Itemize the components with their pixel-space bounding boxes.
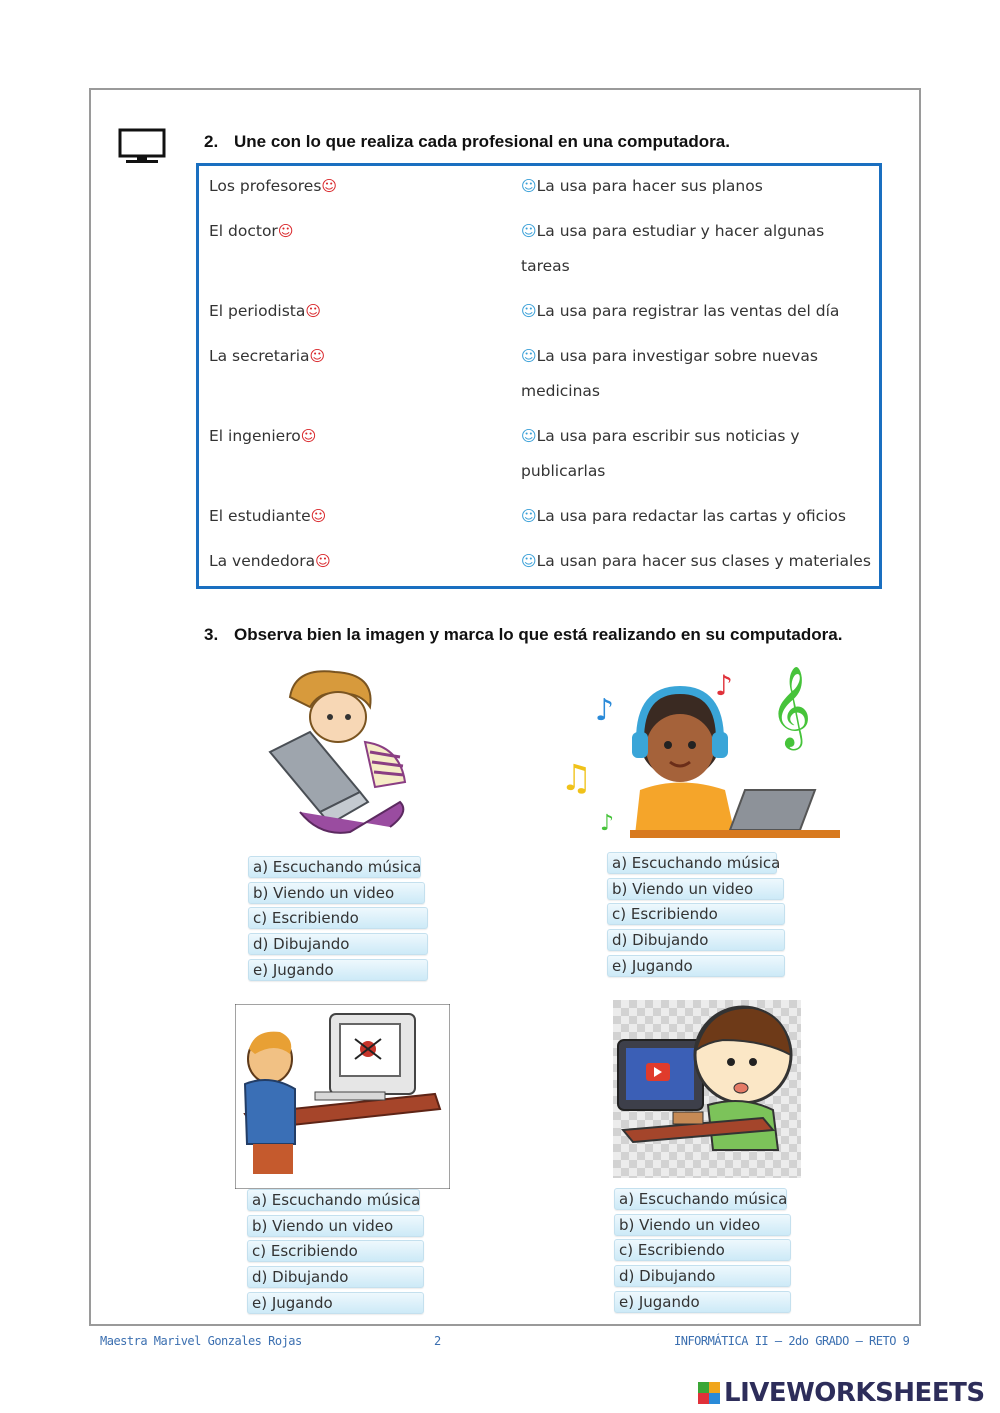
- options-list-image-2: [607, 852, 787, 980]
- smile-icon[interactable]: ☺: [310, 507, 327, 525]
- match-left-item[interactable]: Los profesores☺: [209, 177, 338, 195]
- option-a[interactable]: a) Escuchando música: [607, 852, 777, 874]
- smile-icon[interactable]: ☺: [300, 427, 317, 445]
- option-a[interactable]: a) Escuchando música: [248, 856, 421, 878]
- question-text: Observa bien la imagen y marca lo que está realizando en su computadora.: [234, 625, 843, 644]
- question-3-title: [204, 625, 842, 645]
- option-d[interactable]: d) Dibujando: [248, 933, 428, 955]
- match-right-item[interactable]: ☺La usa para investigar sobre nuevas medicinas: [521, 347, 818, 400]
- smile-icon[interactable]: ☺: [309, 347, 326, 365]
- match-left-item[interactable]: El doctor☺: [209, 222, 294, 240]
- option-c[interactable]: c) Escribiendo: [248, 907, 428, 929]
- smile-icon[interactable]: ☺: [521, 427, 537, 445]
- match-left-item[interactable]: El ingeniero☺: [209, 427, 317, 445]
- match-left-item[interactable]: La secretaria☺: [209, 347, 326, 365]
- options-list-image-1: [248, 856, 428, 984]
- option-c[interactable]: c) Escribiendo: [247, 1240, 424, 1262]
- smile-icon[interactable]: ☺: [321, 177, 338, 195]
- boy-listening-music-illustration: [560, 660, 845, 845]
- smile-icon[interactable]: ☺: [521, 177, 537, 195]
- match-left-item[interactable]: El estudiante☺: [209, 507, 327, 525]
- smile-icon[interactable]: ☺: [305, 302, 322, 320]
- option-b[interactable]: b) Viendo un video: [607, 878, 784, 900]
- option-a[interactable]: a) Escuchando música: [247, 1189, 420, 1211]
- option-e[interactable]: e) Jugando: [247, 1292, 424, 1314]
- smile-icon[interactable]: ☺: [521, 347, 537, 365]
- footer-course: INFORMÁTICA II – 2do GRADO – RETO 9: [674, 1334, 910, 1348]
- matching-box: [196, 163, 882, 589]
- liveworksheets-logo[interactable]: [698, 1376, 985, 1410]
- smile-icon[interactable]: ☺: [521, 222, 537, 240]
- options-list-image-4: [614, 1188, 794, 1316]
- svg-text:♪: ♪: [715, 669, 733, 702]
- option-b[interactable]: b) Viendo un video: [248, 882, 425, 904]
- svg-text:♪: ♪: [595, 693, 615, 728]
- match-right-item[interactable]: ☺La usa para escribir sus noticias y publicarlas: [521, 427, 800, 480]
- option-d[interactable]: d) Dibujando: [247, 1266, 424, 1288]
- smile-icon[interactable]: ☺: [277, 222, 294, 240]
- option-e[interactable]: e) Jugando: [248, 959, 428, 981]
- smile-icon[interactable]: ☺: [315, 552, 331, 570]
- option-b[interactable]: b) Viendo un video: [247, 1215, 424, 1237]
- smile-icon[interactable]: ☺: [521, 302, 537, 320]
- footer-teacher: Maestra Marivel Gonzales Rojas: [100, 1334, 302, 1348]
- boy-typing-laptop-illustration: [260, 662, 430, 842]
- match-left-item[interactable]: El periodista☺: [209, 302, 322, 320]
- smile-icon[interactable]: ☺: [521, 552, 537, 570]
- match-right-item[interactable]: ☺La usa para redactar las cartas y oficios: [521, 507, 846, 525]
- svg-text:♫: ♫: [560, 758, 593, 799]
- svg-text:𝄞: 𝄞: [770, 665, 812, 747]
- question-number: 3.: [204, 625, 219, 644]
- question-2-title: [204, 132, 730, 152]
- match-right-item[interactable]: ☺La usa para registrar las ventas del día: [521, 302, 840, 320]
- question-text: Une con lo que realiza cada profesional en una computadora.: [234, 132, 730, 151]
- option-d[interactable]: d) Dibujando: [614, 1265, 791, 1287]
- smile-icon[interactable]: ☺: [521, 507, 537, 525]
- option-e[interactable]: e) Jugando: [607, 955, 785, 977]
- option-c[interactable]: c) Escribiendo: [607, 903, 785, 925]
- options-list-image-3: [247, 1189, 427, 1317]
- match-left-item[interactable]: La vendedora☺: [209, 552, 331, 570]
- match-right-item[interactable]: ☺La usa para hacer sus planos: [521, 177, 763, 195]
- option-b[interactable]: b) Viendo un video: [614, 1214, 791, 1236]
- kid-watching-video-illustration: [613, 1000, 801, 1178]
- question-number: 2.: [204, 132, 219, 151]
- boy-desktop-computer-illustration: [235, 1004, 450, 1189]
- svg-text:♪: ♪: [600, 811, 615, 836]
- brand-name: LIVEWORKSHEETS: [724, 1378, 985, 1408]
- option-a[interactable]: a) Escuchando música: [614, 1188, 787, 1210]
- footer-page-number: 2: [434, 1334, 441, 1348]
- brand-mark-icon: [698, 1382, 720, 1404]
- option-d[interactable]: d) Dibujando: [607, 929, 785, 951]
- option-e[interactable]: e) Jugando: [614, 1291, 791, 1313]
- match-right-item[interactable]: ☺La usa para estudiar y hacer algunas tareas: [521, 222, 825, 275]
- match-right-item[interactable]: ☺La usan para hacer sus clases y materiales: [521, 552, 871, 570]
- option-c[interactable]: c) Escribiendo: [614, 1239, 791, 1261]
- monitor-icon: [118, 128, 166, 166]
